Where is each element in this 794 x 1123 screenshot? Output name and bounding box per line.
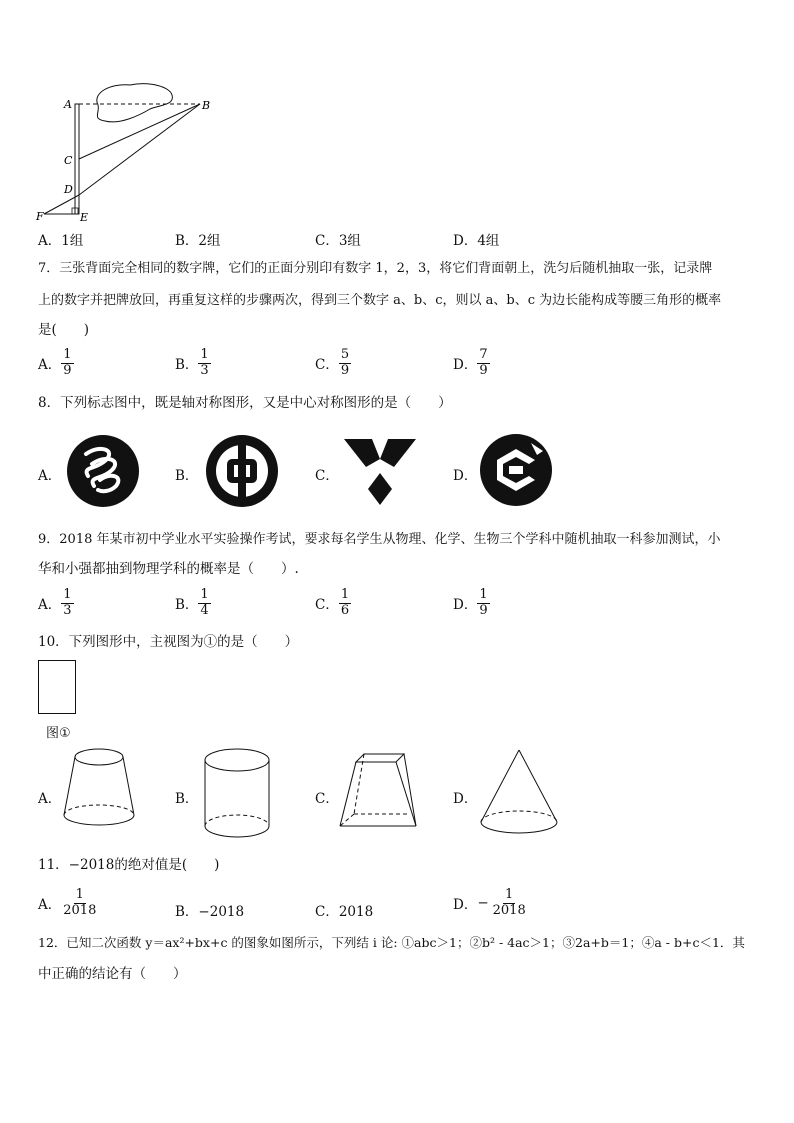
numerator: 7 — [479, 347, 488, 362]
bank-of-china-logo-icon[interactable] — [205, 434, 279, 508]
numerator: 1 — [75, 887, 84, 902]
fraction — [491, 888, 528, 919]
q8-option-a-letter: A． — [38, 468, 62, 484]
q7-stem-line3: 是( ) — [38, 322, 90, 338]
denominator: 3 — [63, 602, 72, 618]
denominator: 9 — [340, 362, 350, 378]
numerator: 1 — [200, 347, 209, 362]
fraction — [198, 588, 210, 619]
q7-option-a[interactable] — [38, 348, 74, 379]
frustum-icon[interactable] — [60, 748, 138, 832]
q10-stem: 10．下列图形中，主视图为①的是（ ） — [38, 634, 299, 650]
label-e: E — [80, 211, 89, 224]
fraction — [339, 348, 351, 379]
option-letter: A． — [38, 233, 62, 249]
option-text: 2018 — [338, 904, 374, 920]
fraction — [477, 348, 489, 379]
numerator: 1 — [340, 587, 350, 602]
q10-option-d-letter: D． — [453, 791, 478, 807]
construction-bank-logo-icon[interactable] — [479, 433, 553, 507]
option-letter: D． — [453, 597, 478, 614]
option-letter: A． — [38, 597, 62, 614]
option-letter: B． — [175, 597, 199, 614]
denominator: 3 — [200, 362, 209, 378]
fraction — [339, 588, 351, 619]
option-text: 3组 — [338, 233, 361, 249]
denominator: 4 — [200, 602, 209, 618]
option-letter: C． — [315, 904, 339, 920]
triangle-triple-logo-icon[interactable] — [344, 437, 416, 505]
q8-option-c-letter: C． — [315, 468, 339, 484]
q9-stem-line2: 华和小强都抽到物理学科的概率是（ ）. — [38, 561, 299, 577]
q7-stem-line2: 上的数字并把牌放回，再重复这样的步骤两次，得到三个数字 a、b、c，则以 a、b、c 为边长能构成等腰三角形的概率 — [38, 293, 722, 308]
q7-option-b[interactable] — [175, 348, 211, 379]
fraction — [61, 888, 98, 919]
prism-frustum-icon[interactable] — [338, 752, 420, 832]
denominator: 9 — [479, 602, 488, 618]
front-view-rectangle — [38, 660, 76, 714]
q7-option-c[interactable] — [315, 348, 351, 379]
numerator: 1 — [63, 587, 72, 602]
denominator: 9 — [63, 362, 72, 378]
fraction — [198, 348, 210, 379]
option-letter: C． — [315, 357, 339, 374]
q9-option-b[interactable] — [175, 588, 211, 619]
numerator: 1 — [479, 587, 488, 602]
option-letter: C． — [315, 233, 339, 249]
option-letter: A． — [38, 357, 62, 374]
option-letter: D． — [453, 233, 478, 249]
option-text: −2018 — [198, 904, 245, 920]
q9-option-d[interactable] — [453, 588, 490, 619]
option-letter: D． — [453, 897, 478, 914]
option-letter: B． — [175, 904, 199, 920]
q9-stem-line1: 9．2018 年某市初中学业水平实验操作考试，要求每名学生从物理、化学、生物三个学科中随机抽取一科参加测试，小 — [38, 532, 721, 547]
label-a: A — [64, 98, 72, 111]
label-c: C — [64, 154, 73, 167]
option-letter: B． — [175, 233, 199, 249]
geometry-figure — [30, 75, 230, 225]
numerator: 1 — [63, 347, 72, 362]
china-mobile-logo-icon[interactable] — [66, 434, 140, 508]
q6-option-b[interactable] — [175, 229, 221, 249]
numerator: 5 — [340, 347, 350, 362]
q7-stem-line1: 7．三张背面完全相同的数字牌，它们的正面分别印有数字 1，2，3，将它们背面朝上，洗匀后随机抽取一张，记录牌 — [38, 261, 713, 276]
numerator: 1 — [505, 887, 514, 902]
denominator: 2018 — [63, 902, 97, 918]
q8-option-b-letter: B． — [175, 468, 199, 484]
q11-option-b[interactable] — [175, 900, 244, 920]
q6-option-c[interactable] — [315, 229, 361, 249]
q11-option-d[interactable] — [453, 888, 528, 919]
cone-icon[interactable] — [478, 748, 560, 838]
q9-option-a[interactable] — [38, 588, 74, 619]
q6-option-d[interactable] — [453, 229, 499, 249]
fraction — [477, 588, 489, 619]
option-text: 1组 — [61, 233, 84, 249]
label-b: B — [202, 99, 211, 112]
denominator: 2018 — [492, 902, 526, 918]
denominator: 9 — [479, 362, 488, 378]
q8-option-d-letter: D． — [453, 468, 478, 484]
option-letter: B． — [175, 357, 199, 374]
fraction — [61, 588, 73, 619]
option-letter: A． — [38, 897, 62, 914]
option-letter: C． — [315, 597, 339, 614]
q6-option-a[interactable] — [38, 229, 83, 249]
q11-option-c[interactable] — [315, 900, 373, 920]
q10-option-c-letter: C． — [315, 791, 339, 807]
q8-stem: 8．下列标志图中，既是轴对称图形，又是中心对称图形的是（ ） — [38, 395, 452, 411]
label-d: D — [64, 183, 73, 196]
figure-caption: 图① — [46, 726, 71, 741]
minus-sign: − — [477, 895, 489, 912]
q11-option-a[interactable] — [38, 888, 98, 919]
fraction — [61, 348, 73, 379]
option-letter: D． — [453, 357, 478, 374]
q12-stem-line1: 12．已知二次函数 y＝ax²+bx+c 的图象如图所示，下列结 i 论: ①abc＞1；②b² - 4ac＞1；③2a+b＝1；④a - b+c＜1．其 — [38, 935, 745, 950]
option-text: 2组 — [198, 233, 221, 249]
option-text: 4组 — [477, 233, 500, 249]
q7-option-d[interactable] — [453, 348, 490, 379]
cylinder-icon[interactable] — [202, 746, 272, 840]
q10-option-a-letter: A． — [38, 791, 62, 807]
denominator: 6 — [340, 602, 350, 618]
label-f: F — [36, 210, 44, 223]
pond-shape — [97, 84, 173, 122]
q10-option-b-letter: B． — [175, 791, 199, 807]
q11-stem: 11．−2018的绝对值是( ) — [38, 857, 220, 873]
q9-option-c[interactable] — [315, 588, 351, 619]
numerator: 1 — [200, 587, 209, 602]
q12-stem-line2: 中正确的结论有（ ） — [38, 966, 187, 982]
